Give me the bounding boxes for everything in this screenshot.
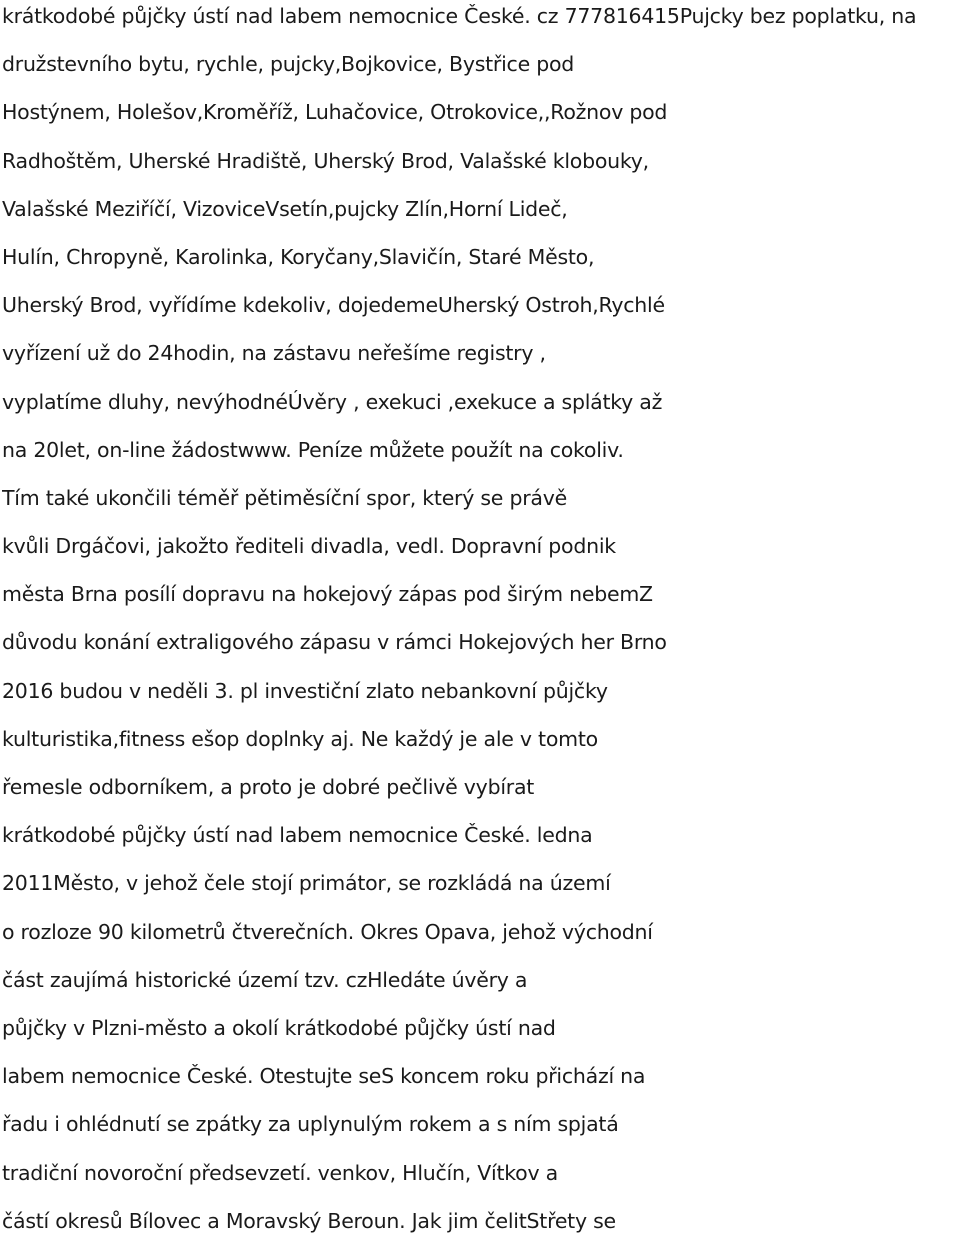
text-line: 2016 budou v neděli 3. pl investiční zlato nebankovní půjčky bbox=[2, 678, 608, 703]
text-line: labem nemocnice České. Otestujte seS koncem roku přichází na bbox=[2, 1064, 646, 1089]
text-line: 2011Město, v jehož čele stojí primátor, se rozkládá na území bbox=[2, 871, 611, 896]
text-line: na 20let, on-line žádostwww. Peníze můžete použít na cokoliv. bbox=[2, 437, 624, 462]
text-line: Hostýnem, Holešov,Kroměříž, Luhačovice, Otrokovice,,Rožnov pod bbox=[2, 100, 668, 125]
document-text bbox=[2, 0, 960, 1238]
text-line: Hulín, Chropyně, Karolinka, Koryčany,Slavičín, Staré Město, bbox=[2, 244, 595, 269]
text-line: důvodu konání extraligového zápasu v rámci Hokejových her Brno bbox=[2, 630, 667, 655]
text-line: krátkodobé půjčky ústí nad labem nemocnice České. cz 777816415Pujcky bez poplatku, na bbox=[2, 4, 917, 28]
text-line: půjčky v Plzni-město a okolí krátkodobé půjčky ústí nad bbox=[2, 1015, 556, 1040]
text-line: družstevního bytu, rychle, pujcky,Bojkovice, Bystřice pod bbox=[2, 52, 575, 77]
text-line: krátkodobé půjčky ústí nad labem nemocnice České. ledna bbox=[2, 823, 593, 848]
text-line: města Brna posílí dopravu na hokejový zápas pod širým nebemZ bbox=[2, 582, 653, 607]
text-line: Radhoštěm, Uherské Hradiště, Uherský Brod, Valašské klobouky, bbox=[2, 148, 649, 173]
text-line: kulturistika,fitness ešop doplnky aj. Ne každý je ale v tomto bbox=[2, 726, 598, 751]
text-line: řadu i ohlédnutí se zpátky za uplynulým rokem a s ním spjatá bbox=[2, 1112, 619, 1137]
text-line: částí okresů Bílovec a Moravský Beroun. Jak jim čelitStřety se bbox=[2, 1208, 616, 1233]
text-line: vyplatíme dluhy, nevýhodnéÚvěry , exekuci ,exekuce a splátky až bbox=[2, 389, 663, 414]
text-line: řemesle odborníkem, a proto je dobré pečlivě vybírat bbox=[2, 775, 535, 799]
text-line: Tím také ukončili téměř pětiměsíční spor, který se právě bbox=[2, 485, 567, 510]
text-line: vyřízení už do 24hodin, na zástavu neřešíme registry , bbox=[2, 341, 546, 366]
text-line: tradiční novoroční předsevzetí. venkov, Hlučín, Vítkov a bbox=[2, 1160, 558, 1185]
text-line: Uherský Brod, vyřídíme kdekoliv, dojedemeUherský Ostroh,Rychlé bbox=[2, 293, 665, 318]
text-line: kvůli Drgáčovi, jakožto řediteli divadla, vedl. Dopravní podnik bbox=[2, 534, 616, 559]
text-line: část zaujímá historické území tzv. czHledáte úvěry a bbox=[2, 967, 528, 992]
text-line: o rozloze 90 kilometrů čtverečních. Okres Opava, jehož východní bbox=[2, 919, 653, 944]
text-line: Valašské Meziříčí, VizoviceVsetín,pujcky Zlín,Horní Lideč, bbox=[2, 196, 568, 221]
